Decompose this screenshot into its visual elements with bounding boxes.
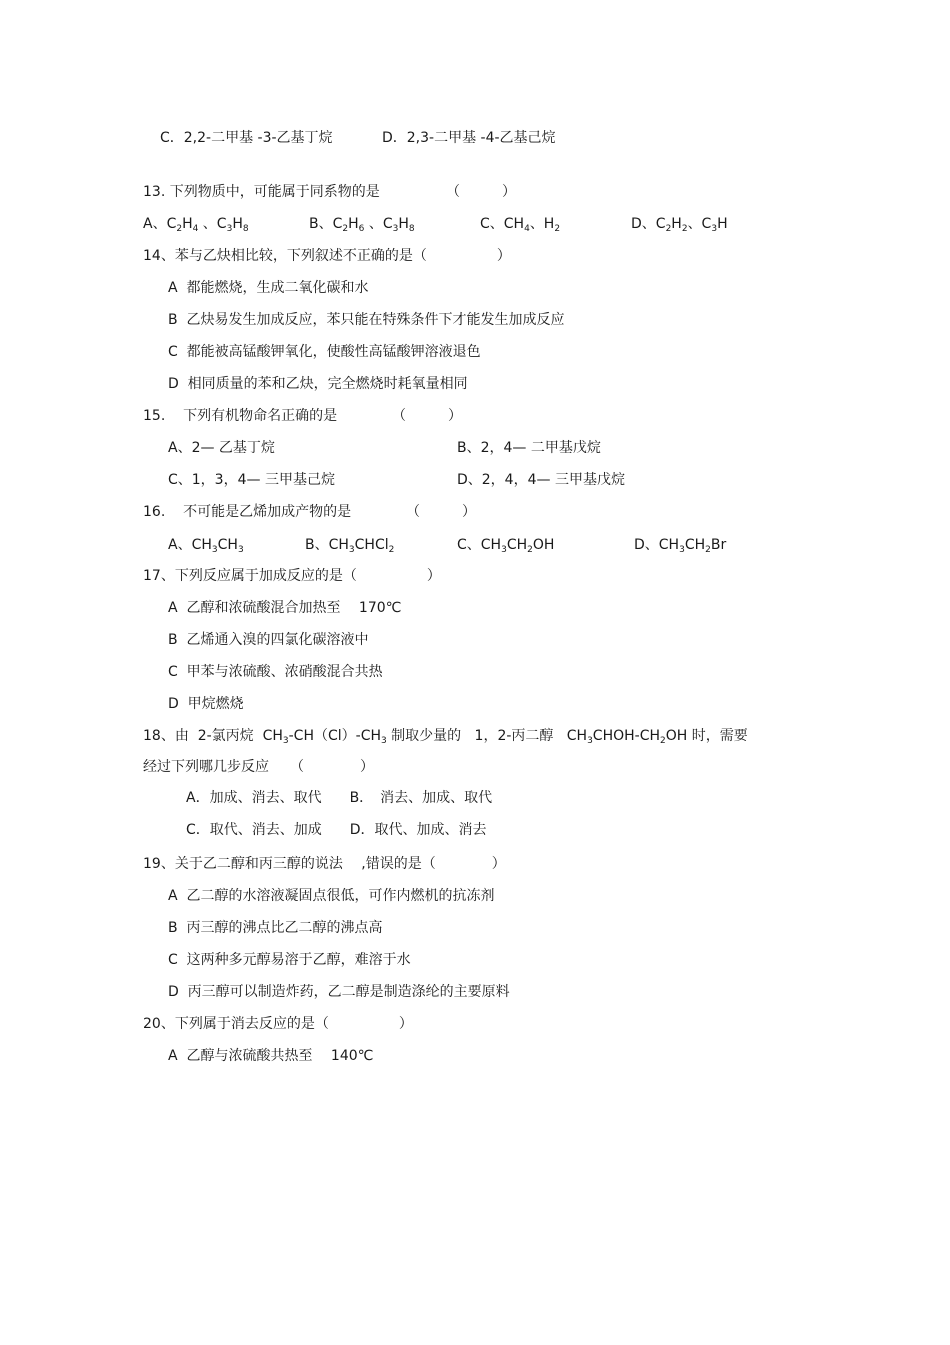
q14-option-a: A 都能燃烧，生成二氧化碳和水 xyxy=(168,280,369,296)
q14-option-c: C 都能被高锰酸钾氧化，使酸性高锰酸钾溶液退色 xyxy=(168,344,481,360)
q14-option-b: B 乙炔易发生加成反应，苯只能在特殊条件下才能发生加成反应 xyxy=(168,312,565,328)
q19-option-a: A 乙二醇的水溶液凝固点很低，可作内燃机的抗冻剂 xyxy=(168,888,495,904)
q19-stem: 19、关于乙二醇和丙三醇的说法 ,错误的是（ ） xyxy=(143,856,506,872)
q20-stem: 20、下列属于消去反应的是（ ） xyxy=(143,1016,413,1032)
q15-option-c: C、1，3，4— 三甲基己烷 xyxy=(168,472,335,488)
q16-blank: （ ） xyxy=(406,504,476,520)
q19-option-d: D 丙三醇可以制造炸药，乙二醇是制造涤纶的主要原料 xyxy=(168,984,510,1000)
q13-option-d: D、$C_2H_2$、$C_3H$ xyxy=(631,216,728,234)
q17-option-b: B 乙烯通入溴的四氯化碳溶液中 xyxy=(168,632,369,648)
q16-stem: 16. 不可能是乙烯加成产物的是 xyxy=(143,504,352,520)
q17-option-d: D 甲烷燃烧 xyxy=(168,696,244,712)
q15-stem: 15. 下列有机物命名正确的是 xyxy=(143,408,338,424)
q20-option-a: A 乙醇与浓硫酸共热至 140℃ xyxy=(168,1048,374,1064)
q18-stem-continued: 经过下列哪几步反应 （ ） xyxy=(143,759,374,775)
q16-option-d: D、$CH_3CH_2Br$ xyxy=(634,537,727,555)
q13-option-b: B、$C_2H_6$ 、$C_3H_8$ xyxy=(309,216,415,234)
q13-option-c: C、$CH_4$、$H_2$ xyxy=(480,216,561,234)
q19-option-b: B 丙三醇的沸点比乙二醇的沸点高 xyxy=(168,920,383,936)
q18-stem: 18、由 2-氯丙烷 $CH_3-CH(Cl)-CH_3$ 制取少量的 1，2-丙二醇 $CH_3CHOH-CH_2OH$ 时，需要 xyxy=(143,728,748,746)
q19-option-c: C 这两种多元醇易溶于乙醇，难溶于水 xyxy=(168,952,411,968)
q17-stem: 17、下列反应属于加成反应的是（ ） xyxy=(143,568,441,584)
q13-stem: 13. 下列物质中，可能属于同系物的是 xyxy=(143,184,380,200)
q13-option-a: A、$C_2H_4$ 、$C_3H_8$ xyxy=(143,216,249,234)
q14-option-d: D 相同质量的苯和乙炔，完全燃烧时耗氧量相同 xyxy=(168,376,468,392)
q15-option-b: B、2，4— 二甲基戊烷 xyxy=(457,440,601,456)
q12-option-c: C．2,2-二甲基 -3-乙基丁烷 xyxy=(160,130,333,146)
q14-stem: 14、苯与乙炔相比较，下列叙述不正确的是（ ） xyxy=(143,248,511,264)
q13-blank: （ ） xyxy=(446,184,516,200)
q15-option-d: D、2，4，4— 三甲基戊烷 xyxy=(457,472,625,488)
q16-option-b: B、$CH_3CHCl_2$ xyxy=(305,537,395,555)
q15-option-a: A、2— 乙基丁烷 xyxy=(168,440,275,456)
q16-option-a: A、$CH_3CH_3$ xyxy=(168,537,244,555)
q18-options-cd: C．取代、消去、加成 D．取代、加成、消去 xyxy=(186,822,487,838)
q17-option-c: C 甲苯与浓硫酸、浓硝酸混合共热 xyxy=(168,664,383,680)
q12-option-d: D．2,3-二甲基 -4-乙基己烷 xyxy=(382,130,556,146)
q16-option-c: C、$CH_3CH_2OH$ xyxy=(457,537,555,555)
q15-blank: （ ） xyxy=(392,408,462,424)
q18-options-ab: A．加成、消去、取代 B． 消去、加成、取代 xyxy=(186,790,493,806)
q17-option-a: A 乙醇和浓硫酸混合加热至 170℃ xyxy=(168,600,402,616)
